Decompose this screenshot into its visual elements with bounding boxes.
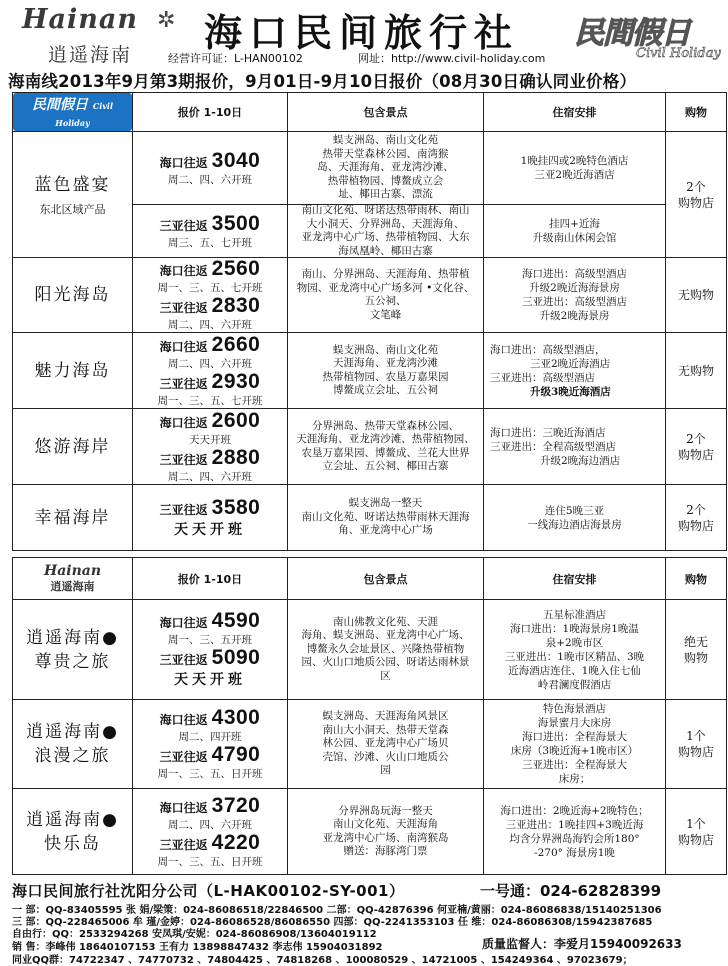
product-cell bbox=[13, 789, 133, 875]
hainan-logo bbox=[22, 4, 182, 66]
departure-days: 周二、四、六开班 bbox=[168, 173, 252, 186]
product-name: 阳光海岛 bbox=[34, 285, 111, 305]
contact-line: 同业QQ群：74722347 、74770732 、74804425 、74818268 、100080529 、14721005 、154249364 、97023679； bbox=[12, 955, 633, 966]
product-row bbox=[13, 700, 727, 789]
price-amount: 2660 bbox=[211, 332, 261, 356]
stay-line: 三亚2晚近海酒店 bbox=[530, 357, 611, 370]
price-row bbox=[133, 447, 287, 471]
spots-list: 南山文化苑、呀诺达热带雨林、南山 大小洞天、分界洲岛、天涯海角、 亚龙湾中心广场、热带植物园、大东 海凤凰岭、椰田古寨 bbox=[301, 204, 470, 257]
price-amount: 2560 bbox=[211, 257, 261, 280]
header-stay: 住宿安排 bbox=[484, 93, 666, 132]
departure-days: 周一、三、五开班 bbox=[168, 634, 252, 646]
branch-name: 海口民间旅行社沈阳分公司（L-HAK00102-SY-001） bbox=[12, 882, 405, 900]
contact-line: 销 售：李峰伟 18640107153 王有力 13898847432 李志伟 15904031892 bbox=[12, 942, 383, 953]
shop-cell bbox=[666, 333, 727, 409]
price-amount: 3500 bbox=[211, 211, 261, 235]
product-cell bbox=[13, 258, 133, 333]
product-cell bbox=[13, 485, 133, 551]
stay-cell bbox=[484, 132, 666, 258]
departure-days: 周二、四、六开班 bbox=[168, 470, 252, 483]
price-row bbox=[133, 744, 287, 768]
price-cell bbox=[133, 409, 288, 485]
spots-list: 分界洲岛、热带天堂森林公园、 天涯海角、亚龙湾沙滩、热带植物园、 农垦万嘉果园、博鳌成、兰花大世界 立会址、五公祠、椰田古寨 bbox=[296, 419, 475, 472]
header-logo-cell bbox=[13, 93, 133, 132]
contact-line: 三 部：QQ-228465006 牟 瑾/金婷：024-86086528/86086550 四部：QQ-2241353103 任 维：024-86086308/15942387685 bbox=[12, 917, 653, 928]
product-name: 逍遥海南● 快乐岛 bbox=[26, 809, 119, 854]
spots-list: 南山佛教文化苑、天涯 海角、蜈支洲岛、亚龙湾中心广场、 博鳌永久会址景区、兴隆热带植物 园、火山口地质公园、呀诺达雨林景 区 bbox=[301, 615, 470, 682]
route-label: 海口往返 bbox=[159, 264, 208, 278]
product-name: 悠游海岸 bbox=[34, 436, 111, 457]
departure-days: 周一、三、五、日开班 bbox=[157, 855, 263, 868]
license-number: 经营许可证：L-HAN00102 bbox=[168, 52, 303, 65]
stay-cell bbox=[484, 258, 666, 333]
header-shop: 购物 bbox=[666, 93, 727, 132]
spots-cell bbox=[288, 600, 484, 700]
product-row bbox=[13, 789, 727, 875]
price-cell bbox=[133, 333, 288, 409]
price-cell bbox=[133, 485, 288, 551]
departure-days: 周二、四开班 bbox=[178, 731, 242, 743]
product-row bbox=[13, 409, 727, 485]
price-row bbox=[133, 295, 287, 319]
spots-cell bbox=[288, 700, 484, 789]
brand-cn: 民間假日 bbox=[574, 16, 690, 51]
stay-line: 升级3晚近海酒店 bbox=[530, 385, 611, 398]
price-amount: 2830 bbox=[211, 294, 261, 317]
stay-line: 升级2晚海边酒店 bbox=[540, 454, 621, 467]
spots-cell bbox=[288, 132, 484, 258]
route-label: 三亚往返 bbox=[159, 301, 208, 315]
price-headline: 海南线2013年9月第3期报价，9月01日-9月10日报价（08月30日确认同业价格） bbox=[8, 72, 637, 91]
price-amount: 4300 bbox=[211, 706, 261, 729]
price-table-hainan bbox=[12, 557, 727, 875]
spots-list: 南山、分界洲岛、天涯海角、热带植 物园、亚龙湾中心广场多河 •文化谷、 五公祠、 文笔峰 bbox=[296, 268, 475, 321]
price-option bbox=[133, 447, 287, 484]
price-option bbox=[133, 410, 287, 447]
departure-days: 天天开班 bbox=[174, 521, 246, 538]
departure-days: 周三、五、七开班 bbox=[168, 236, 252, 249]
spots-list: 蜈支洲岛、南山文化苑 天涯海角、亚龙湾沙滩 热带植物园、农垦万嘉果园 博鳌成立会址、五公祠 bbox=[322, 343, 449, 396]
stay-line: 海口进出：三晚近海酒店 bbox=[490, 426, 606, 439]
hainan-badge-sub: 逍遥海南 bbox=[50, 579, 95, 593]
spots-part bbox=[288, 204, 483, 257]
spots-list: 蜈支洲岛、天涯海角风景区 南山大小洞天、热带天堂森 林公园、亚龙湾中心广场贝 壳馆、沙滩、火山口地质公 园 bbox=[322, 710, 449, 777]
shop-cell bbox=[666, 600, 727, 700]
shop-cell bbox=[666, 258, 727, 333]
price-table-civil bbox=[12, 92, 727, 551]
product-sub: 东北区域产品 bbox=[39, 202, 106, 216]
stay-cell bbox=[484, 700, 666, 789]
stay-part bbox=[484, 132, 665, 204]
shopping-info: 1个 购物店 bbox=[677, 729, 714, 759]
stay-line: 海口进出：高级型酒店， bbox=[490, 343, 606, 356]
price-option bbox=[133, 213, 287, 250]
stay-info: 连住5晚三亚 一线海边酒店海景房 bbox=[527, 504, 622, 531]
price-part bbox=[133, 132, 287, 204]
stay-info: 海口进出：高级型酒店 升级2晚近海海景房 三亚进出：高级型酒店 升级2晚海景房 bbox=[522, 268, 627, 322]
route-label: 海口往返 bbox=[159, 155, 208, 170]
price-option bbox=[133, 334, 287, 371]
route-label: 海口往返 bbox=[159, 415, 208, 430]
price-row bbox=[133, 334, 287, 358]
product-row bbox=[13, 132, 727, 258]
shop-cell bbox=[666, 132, 727, 258]
price-row bbox=[133, 371, 287, 395]
price-part bbox=[133, 204, 287, 257]
price-row bbox=[133, 610, 287, 634]
stay-info: 1晚挂四或2晚特色酒店 三亚2晚近海酒店 bbox=[520, 155, 629, 181]
logo-text: Hainan bbox=[22, 4, 139, 35]
product-row bbox=[13, 258, 727, 333]
stay-line: 三亚进出：高级型酒店 bbox=[490, 371, 595, 384]
price-amount: 5090 bbox=[211, 646, 261, 669]
price-option bbox=[133, 647, 287, 689]
price-amount: 4220 bbox=[211, 830, 261, 854]
route-label: 海口往返 bbox=[159, 713, 208, 727]
route-label: 三亚往返 bbox=[159, 452, 208, 467]
product-cell bbox=[13, 132, 133, 258]
product-name: 魅力海岛 bbox=[34, 360, 111, 381]
price-option bbox=[133, 832, 287, 869]
price-amount: 2600 bbox=[211, 408, 261, 432]
route-label: 三亚往返 bbox=[159, 837, 208, 852]
logo-sub: 逍遥海南 bbox=[48, 44, 133, 66]
header-spots: 包含景点 bbox=[288, 558, 484, 600]
stay-cell bbox=[484, 409, 666, 485]
stay-info: 海口进出：2晚近海+2晚特色； 三亚进出：1晚挂四+3晚近海 均含分界洲岛海钓会所180° -270° 海景房1晚 bbox=[500, 804, 649, 859]
hainan-badge: Hainan bbox=[43, 562, 102, 579]
route-label: 三亚往返 bbox=[159, 502, 208, 517]
price-row bbox=[133, 795, 287, 819]
contact-footer bbox=[0, 880, 728, 964]
shopping-info: 1个 购物店 bbox=[677, 816, 714, 847]
departure-days: 周一、三、五、七开班 bbox=[157, 282, 263, 294]
shop-cell bbox=[666, 409, 727, 485]
spots-cell bbox=[288, 409, 484, 485]
shopping-info: 2个 购物店 bbox=[677, 179, 714, 210]
stay-line: 三亚进出：全程高级型酒店 bbox=[490, 440, 616, 453]
route-label: 海口往返 bbox=[159, 616, 208, 630]
route-label: 三亚往返 bbox=[159, 750, 208, 764]
product-name: 幸福海岸 bbox=[34, 507, 111, 528]
website-link[interactable]: 网址：http://www.civil-holiday.com bbox=[358, 52, 546, 65]
price-option bbox=[133, 371, 287, 408]
stay-cell bbox=[484, 333, 666, 409]
price-amount: 4790 bbox=[211, 743, 261, 766]
spots-list: 分界洲岛玩海一整天 南山文化苑、天涯海角 亚龙湾中心广场、南湾猴岛 赠送：海豚湾门票 bbox=[322, 804, 449, 857]
contact-line: 一 部：QQ-83405595 张 娟/梁策：024-86086518/22846500 二部：QQ-42876396 何亚楠/黄丽：024-86086838/15140251306 bbox=[12, 905, 662, 916]
price-option bbox=[133, 150, 287, 187]
stay-cell bbox=[484, 789, 666, 875]
civil-holiday-badge: 民間假日 Civil Holiday bbox=[13, 93, 132, 131]
header-price: 报价 1-10日 bbox=[133, 93, 288, 132]
departure-days: 天天开班 bbox=[189, 433, 231, 446]
header-logo-cell bbox=[13, 558, 133, 600]
hotline: 一号通：024-62828399 bbox=[480, 882, 662, 900]
price-cell bbox=[133, 700, 288, 789]
shop-cell bbox=[666, 789, 727, 875]
product-row bbox=[13, 485, 727, 551]
shop-cell bbox=[666, 700, 727, 789]
header-spots: 包含景点 bbox=[288, 93, 484, 132]
quality-supervisor: 质量监督人：李爱月15940092633 bbox=[482, 937, 682, 951]
civil-holiday-logo bbox=[574, 2, 724, 64]
price-amount: 2880 bbox=[211, 445, 261, 469]
palm-icon: ✲ bbox=[157, 8, 176, 33]
product-cell bbox=[13, 600, 133, 700]
shop-cell bbox=[666, 485, 727, 551]
shopping-info: 2个 购物店 bbox=[677, 502, 714, 533]
spots-cell bbox=[288, 333, 484, 409]
price-cell bbox=[133, 600, 288, 700]
spots-part bbox=[288, 132, 483, 204]
product-row bbox=[13, 600, 727, 700]
product-cell bbox=[13, 409, 133, 485]
price-option bbox=[133, 744, 287, 781]
stay-part bbox=[484, 204, 665, 257]
shopping-info: 2个 购物店 bbox=[677, 431, 714, 462]
spots-cell bbox=[288, 485, 484, 551]
stay-info bbox=[484, 424, 665, 470]
price-cell bbox=[133, 132, 288, 258]
price-option bbox=[133, 295, 287, 332]
stay-info: 特色海景酒店 海景蜜月大床房 海口进出：全程海景大 床房（3晚近海+1晚市区） 三亚进出：全程海景大 床房； bbox=[510, 703, 639, 785]
company-title: 海口民间旅行社 bbox=[204, 10, 520, 55]
shopping-info: 无购物 bbox=[677, 288, 714, 302]
stay-cell bbox=[484, 600, 666, 700]
header-stay: 住宿安排 bbox=[484, 558, 666, 600]
header-price: 报价 1-10日 bbox=[133, 558, 288, 600]
shopping-info: 无购物 bbox=[677, 363, 714, 378]
price-cell bbox=[133, 258, 288, 333]
price-row bbox=[133, 497, 287, 521]
stay-info: 五星标准酒店 海口进出：1晚海景房1晚温 泉+2晚市区 三亚进出：1晚市区精品、3晚 近海酒店连住、1晚入住七仙 岭君澜度假酒店 bbox=[504, 608, 645, 691]
route-label: 海口往返 bbox=[159, 339, 208, 354]
price-amount: 3720 bbox=[211, 793, 261, 817]
shopping-info: 绝无 购物 bbox=[683, 634, 708, 665]
product-row bbox=[13, 333, 727, 409]
departure-days: 周二、四、六开班 bbox=[168, 319, 252, 331]
product-cell bbox=[13, 700, 133, 789]
spots-cell bbox=[288, 789, 484, 875]
page-header bbox=[0, 0, 728, 68]
price-option bbox=[133, 258, 287, 295]
price-row bbox=[133, 707, 287, 731]
price-amount: 2930 bbox=[211, 369, 261, 393]
header-shop: 购物 bbox=[666, 558, 727, 600]
departure-days: 周二、四、六开班 bbox=[168, 357, 252, 370]
price-row bbox=[133, 647, 287, 671]
departure-days: 周一、三、五、七开班 bbox=[157, 394, 263, 407]
spots-list: 蜈支洲岛、南山文化苑 热带天堂森林公园、南湾猴 岛、天涯海角、亚龙湾沙滩、 热带植物园、博鳌成立会 址、椰田古寨、漂流 bbox=[317, 134, 454, 201]
route-label: 海口往返 bbox=[159, 800, 208, 815]
spots-cell bbox=[288, 258, 484, 333]
spots-list: 蜈支洲岛一整天 南山文化苑、呀诺达热带雨林天涯海 角、亚龙湾中心广场 bbox=[301, 497, 470, 537]
departure-days: 周一、三、五、日开班 bbox=[157, 768, 263, 780]
stay-cell bbox=[484, 485, 666, 551]
price-option bbox=[133, 795, 287, 832]
price-cell bbox=[133, 789, 288, 875]
departure-days: 周二、四、六开班 bbox=[168, 818, 252, 831]
price-amount: 3040 bbox=[211, 148, 261, 172]
product-name: 逍遥海南● 浪漫之旅 bbox=[26, 722, 119, 766]
departure-days: 天天开班 bbox=[174, 672, 246, 688]
product-cell bbox=[13, 333, 133, 409]
price-option bbox=[133, 707, 287, 744]
price-amount: 4590 bbox=[211, 609, 261, 632]
price-row bbox=[133, 832, 287, 856]
price-row bbox=[133, 410, 287, 434]
price-row bbox=[133, 258, 287, 282]
price-amount: 3580 bbox=[211, 495, 261, 519]
contact-line: 自由行：QQ：2533294268 安凤琪/安妮：024-86086908/13604019112 bbox=[12, 929, 377, 940]
route-label: 三亚往返 bbox=[159, 218, 208, 233]
price-option bbox=[133, 497, 287, 539]
product-name: 蓝色盛宴 bbox=[34, 174, 111, 195]
route-label: 三亚往返 bbox=[159, 653, 208, 667]
stay-info bbox=[484, 341, 665, 401]
product-name: 逍遥海南● 尊贵之旅 bbox=[26, 627, 119, 672]
price-row bbox=[133, 213, 287, 237]
price-row bbox=[133, 150, 287, 174]
price-option bbox=[133, 610, 287, 647]
brand-en: Civil Holiday bbox=[636, 46, 721, 61]
stay-info: 挂四+近海 升级南山休闲会馆 bbox=[532, 218, 617, 244]
route-label: 三亚往返 bbox=[159, 376, 208, 391]
